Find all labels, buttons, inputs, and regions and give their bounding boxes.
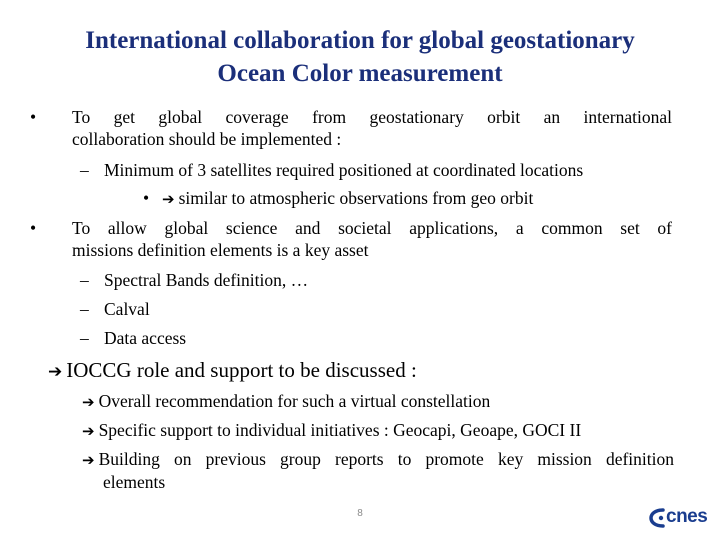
right-arrow-icon: ➔ — [162, 190, 175, 208]
conclusion-item-building — [82, 448, 674, 493]
right-arrow-icon: ➔ — [82, 422, 95, 440]
conclusion-text: IOCCG role and support to be discussed : — [66, 358, 417, 382]
bullet-1-line-2: collaboration should be implemented : — [72, 129, 342, 149]
sub-sub-item-atmospheric — [162, 187, 533, 210]
bullet-2-line-2: missions definition elements is a key asset — [72, 240, 369, 260]
sub-sub-item-text: similar to atmospheric observations from geo orbit — [178, 188, 534, 208]
title-line-1: International collaboration for global geostationary — [85, 27, 635, 54]
bullet-marker: • — [30, 107, 37, 127]
slide-title — [20, 24, 700, 90]
conclusion-item-text: Overall recommendation for such a virtual constellation — [98, 391, 491, 411]
sub-item-calval: Calval — [104, 299, 150, 319]
sub-sub-bullet-marker: • — [143, 188, 150, 208]
sub-bullet-marker: – — [80, 328, 89, 348]
conclusion-item-specific — [82, 419, 581, 442]
bullet-1-line-1: To get global coverage from geostationary orbit an international — [72, 107, 672, 127]
sub-item-spectral-bands: Spectral Bands definition, … — [104, 270, 309, 290]
sub-item-data-access: Data access — [104, 328, 187, 348]
cnes-logo-mark-icon — [648, 507, 666, 529]
page-number: 8 — [357, 508, 363, 519]
sub-item-satellites: Minimum of 3 satellites required positioned at coordinated locations — [104, 160, 584, 180]
cnes-logo-text: cnes — [666, 506, 708, 527]
sub-bullet-marker: – — [80, 160, 89, 180]
cnes-logo — [648, 505, 716, 529]
sub-bullet-marker: – — [80, 299, 89, 319]
conclusion-item-line-2: elements — [103, 472, 166, 492]
bullet-marker: • — [30, 218, 37, 238]
conclusion-item-line-1: Building on previous group reports to promote key mission definition — [98, 449, 674, 469]
right-arrow-icon: ➔ — [48, 362, 63, 382]
bullet-2-line-1: To allow global science and societal applications, a common set of — [72, 218, 672, 238]
title-line-2: Ocean Color measurement — [217, 60, 503, 87]
right-arrow-icon: ➔ — [82, 393, 95, 411]
sub-bullet-marker: – — [80, 270, 89, 290]
conclusion-heading — [48, 357, 417, 385]
right-arrow-icon: ➔ — [82, 451, 95, 469]
conclusion-item-text: Specific support to individual initiatives : Geocapi, Geoape, GOCI II — [98, 420, 582, 440]
conclusion-item-overall — [82, 390, 490, 413]
